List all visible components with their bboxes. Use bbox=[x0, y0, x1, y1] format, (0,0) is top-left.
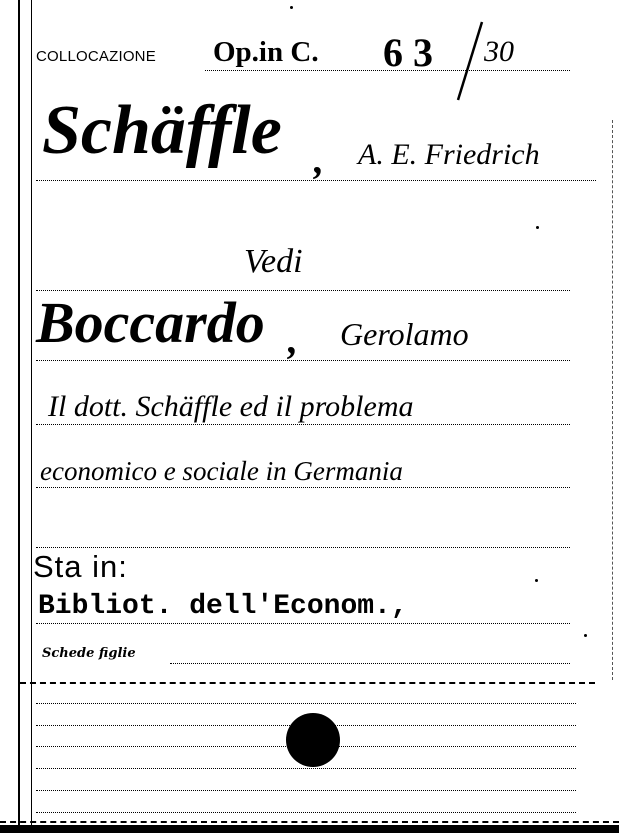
ref-author-forename: Gerolamo bbox=[340, 316, 469, 352]
child-cards-label: Schede figlie bbox=[42, 646, 136, 661]
lower-rule-5 bbox=[36, 790, 576, 791]
author-line bbox=[36, 180, 596, 181]
blank-line-1 bbox=[36, 547, 570, 548]
lower-rule-1 bbox=[36, 703, 576, 704]
see-reference: Vedi bbox=[244, 243, 303, 280]
location-line bbox=[36, 623, 570, 624]
location-value: Bibliot. dell'Econom., bbox=[38, 591, 408, 622]
location-label: Sta in: bbox=[33, 549, 128, 584]
speck bbox=[584, 634, 587, 637]
shelfmark-text: Op.in C. bbox=[213, 36, 319, 68]
ref-author-comma: , bbox=[288, 317, 298, 362]
author-forenames: A. E. Friedrich bbox=[358, 138, 540, 171]
lower-rule-top bbox=[20, 682, 595, 684]
collocazione-label: COLLOCAZIONE bbox=[36, 48, 156, 65]
shelfmark-fraction: 30 bbox=[484, 35, 514, 68]
shelfmark-slash bbox=[452, 20, 486, 102]
lower-rule-6 bbox=[36, 812, 576, 813]
ref-author-line bbox=[36, 360, 570, 361]
ref-author-surname: Boccardo bbox=[36, 290, 265, 355]
shelfmark-number: 6 3 bbox=[383, 30, 433, 75]
punch-hole bbox=[286, 713, 340, 767]
speck bbox=[290, 6, 293, 9]
right-edge-mark bbox=[612, 120, 613, 680]
title-line-2-rule bbox=[36, 487, 570, 488]
margin-rule-outer bbox=[18, 0, 20, 833]
author-comma: , bbox=[314, 137, 324, 182]
collocazione-line bbox=[205, 70, 570, 71]
author-surname: Schäffle bbox=[42, 92, 282, 169]
title-line-1: Il dott. Schäffle ed il problema bbox=[48, 390, 414, 423]
child-cards-line bbox=[170, 663, 570, 664]
title-line-2: economico e sociale in Germania bbox=[40, 456, 403, 486]
lower-rule-4 bbox=[36, 768, 576, 769]
bottom-edge-shadow bbox=[0, 825, 619, 833]
speck bbox=[536, 226, 539, 229]
speck bbox=[535, 579, 538, 582]
margin-rule-inner bbox=[31, 0, 32, 833]
title-line-1-rule bbox=[36, 424, 570, 425]
